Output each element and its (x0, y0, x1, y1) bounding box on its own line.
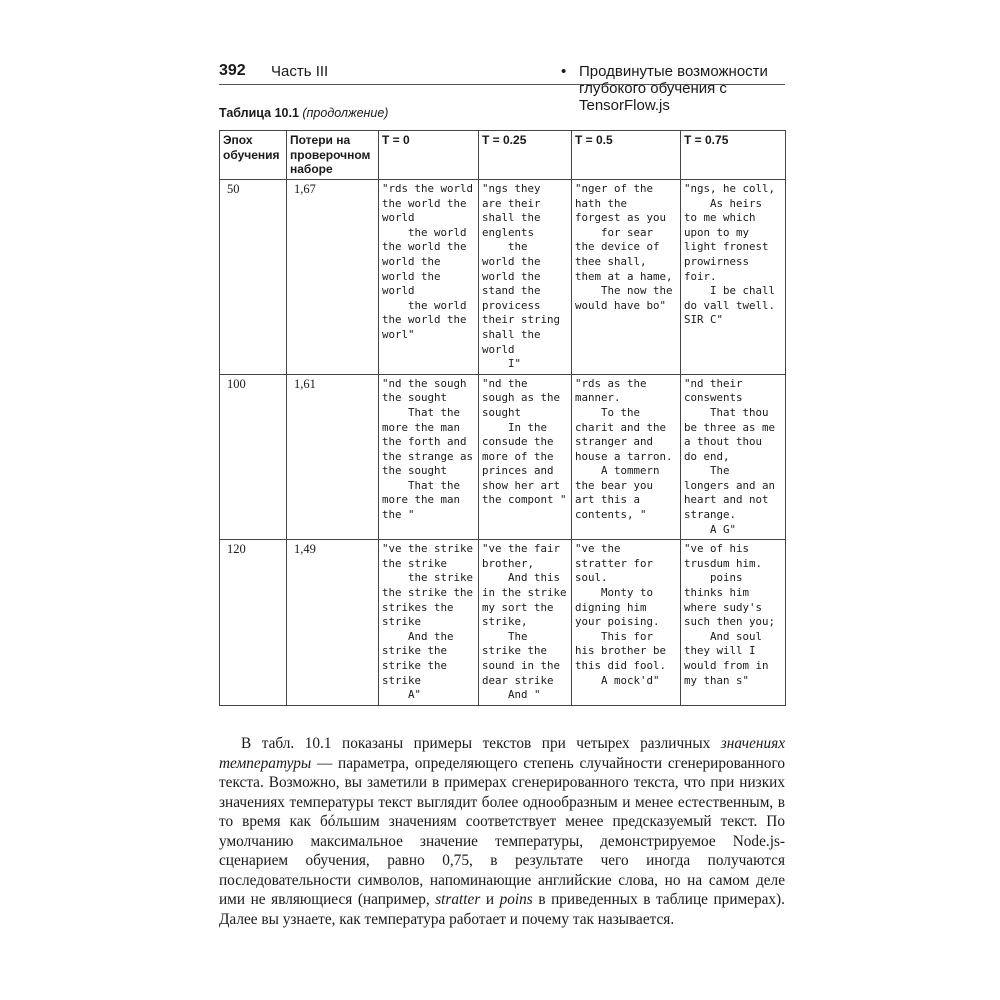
table-header-row (220, 131, 786, 180)
epoch-cell: 100 (220, 374, 287, 540)
sample-t-0-75-cell: "nd their conswents That thou be three as me a thout thou do end, The longers and an heart and not strange. A G" (681, 374, 786, 540)
table-caption-label: Таблица 10.1 (219, 106, 299, 120)
page-number: 392 (219, 62, 246, 79)
sample-t-0-cell: "ve the strike the strike the strike the strike the strikes the strike And the strike the strike the strike A" (379, 540, 479, 706)
chapter-title: Продвинутые возможности глубокого обучения с TensorFlow.js (579, 63, 768, 114)
sample-t-0-25-cell: "ve the fair brother, And this in the strike my sort the strike, The strike the sound in the dear strike And " (479, 540, 572, 706)
sample-t-0-5-cell: "nger of the hath the forgest as you for sear the device of thee shall, them at a hame, The now the would have bo" (572, 180, 681, 375)
table-row (220, 180, 786, 375)
term-temperature: значениях температуры (219, 735, 785, 772)
table-row (220, 540, 786, 706)
table-caption-note: (продолжение) (302, 106, 389, 120)
header-t-0: T = 0 (379, 131, 479, 180)
sample-t-0-75-cell: "ngs, he coll, As heirs to me which upon to my light fronest prowirness foir. I be chall do vall twell. SIR C" (681, 180, 786, 375)
paragraph-text (219, 734, 785, 929)
paragraph-run: в приведенных в таблице примерах). Далее вы узнаете, как температура работает и почему так называется. (219, 891, 785, 928)
paragraph-run: В табл. 10.1 показаны примеры текстов при четырех различных (241, 735, 721, 752)
header-t-0-75: T = 0.75 (681, 131, 786, 180)
loss-cell: 1,61 (287, 374, 379, 540)
example-word-poins: poins (499, 891, 533, 908)
epoch-cell: 120 (220, 540, 287, 706)
table-caption (219, 106, 388, 120)
paragraph-run: — параметра, определяющего степень случайности сгенерированного текста. Возможно, вы заметили в примерах сгенерированного текста, что при низких значениях температуры текст выглядит более однообразным и менее естественным, в то время как бóльшим значениям соответствует менее предсказуемый текст. По умолчанию максимальное значение температуры, демонстрируемое Node.js-сценарием обучения, равно 0,75, в результате чего иногда получаются последовательности символов, напоминающие английские слова, но на самом деле ими не являющиеся (например, (219, 754, 785, 908)
example-word-stratter: stratter (435, 891, 481, 908)
sample-t-0-5-cell: "ve the stratter for soul. Monty to digning him your poising. This for his brother be this did fool. A mock'd" (572, 540, 681, 706)
loss-cell: 1,67 (287, 180, 379, 375)
table-row (220, 374, 786, 540)
temperature-samples-table (219, 130, 786, 706)
header-bullet: • (561, 63, 567, 80)
header-t-0-5: T = 0.5 (572, 131, 681, 180)
sample-t-0-5-cell: "rds as the manner. To the charit and the stranger and house a tarron. A tommern the bear you art this a contents, " (572, 374, 681, 540)
header-t-0-25: T = 0.25 (479, 131, 572, 180)
loss-cell: 1,49 (287, 540, 379, 706)
epoch-cell: 50 (220, 180, 287, 375)
body-paragraph (219, 734, 785, 929)
sample-t-0-25-cell: "ngs they are their shall the englents the world the world the stand the provicess their string shall the world I" (479, 180, 572, 375)
sample-t-0-cell: "rds the world the world the world the world the world the world the world the world the world the world the worl" (379, 180, 479, 375)
header-validation-loss: Потери на проверочном наборе (287, 131, 379, 180)
paragraph-run: и (480, 891, 500, 908)
part-label: Часть III (271, 63, 329, 80)
sample-t-0-cell: "nd the sough the sought That the more the man the forth and the strange as the sought That the more the man the " (379, 374, 479, 540)
sample-t-0-25-cell: "nd the sough as the sought In the consude the more of the princes and show her art the compont " (479, 374, 572, 540)
header-epochs: Эпох обучения (220, 131, 287, 180)
sample-t-0-75-cell: "ve of his trusdum him. poins thinks him where sudy's such then you; And soul they will I would from in my than s" (681, 540, 786, 706)
